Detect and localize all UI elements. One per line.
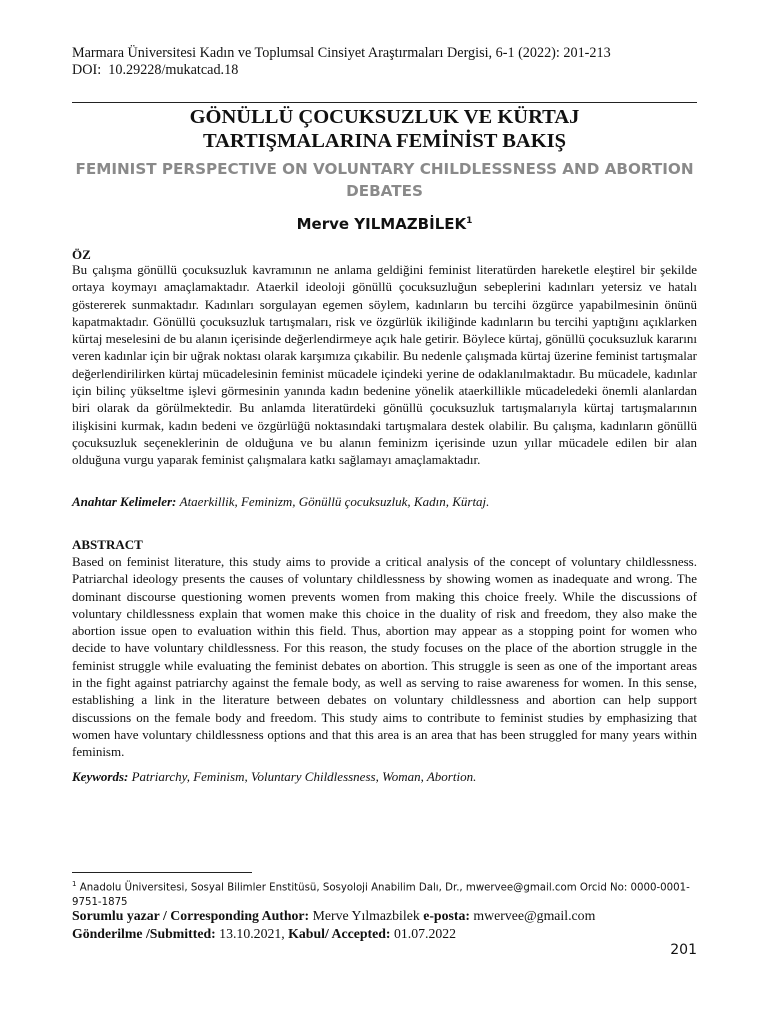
page-number: 201	[670, 942, 697, 958]
abstract-keywords	[72, 768, 697, 785]
abstract-keywords-label: Keywords:	[72, 769, 129, 784]
doi-value[interactable]: 10.29228/mukatcad.18	[108, 62, 239, 78]
footnote	[72, 877, 702, 910]
corresponding-author-line	[72, 907, 702, 925]
oz-keywords-value: Ataerkillik, Feminizm, Gönüllü çocuksuzluk, Kadın, Kürtaj.	[179, 494, 490, 509]
oz-heading: ÖZ	[72, 247, 91, 262]
author-footnote-mark[interactable]: 1	[466, 216, 473, 226]
footnote-rule	[72, 872, 252, 873]
corresponding-author-name: Merve Yılmazbilek	[312, 908, 420, 923]
abstract-text: Based on feminist literature, this study aims to provide a critical analysis of the concept of voluntary childlessness. Patriarchal ideology presents the causes of voluntary childlessness by showing women as inadequate and wrong. The dominant discourse questioning women prevents women from making this choice freely. While the discussions of voluntary childlessness explain that women make this choice in the duality of risk and freedom, they also make the abortion issue open to evaluation within this field. Thus, abortion may appear as a stopping point for women who decide to have voluntary childlessness. For this reason, the study focuses on the place of the abortion struggle in the feminist struggle while evaluating the feminist debates on abortion. This struggle is seen as one of the important areas in the fight against patriarchy against the female body, as well as serving to raise awareness for women. In this sense, establishing a link in the literature between debates on voluntary childlessness and abortion can help support discussions on the female body and freedom. This study aims to contribute to feminist studies by emphasizing that women have voluntary childlessness options and that this area is an area that has been struggled for many years within feminism.	[72, 554, 697, 760]
abstract-heading: ABSTRACT	[72, 537, 143, 552]
oz-keywords	[72, 493, 697, 510]
footnote-text: Anadolu Üniversitesi, Sosyal Bilimler Enstitüsü, Sosyoloji Anabilim Dalı, Dr., mwervee@gmail.com Orcid No: 0000-0001-9751-1875	[72, 882, 690, 909]
doi-label: DOI:	[72, 62, 102, 78]
article-subtitle: FEMINIST PERSPECTIVE ON VOLUNTARY CHILDLESSNESS AND ABORTION DEBATES	[75, 160, 694, 200]
email-value[interactable]: mwervee@gmail.com	[473, 908, 596, 923]
header-rule	[72, 102, 697, 103]
dates-line	[72, 925, 702, 943]
title-line-1: GÖNÜLLÜ ÇOCUKSUZLUK VE KÜRTAJ	[189, 106, 580, 128]
author-name: Merve YILMAZBİLEK	[296, 215, 467, 233]
title-line-2: TARTIŞMALARINA FEMİNİST BAKIŞ	[202, 130, 567, 152]
correspondence-block	[72, 907, 702, 943]
footnote-mark: 1	[72, 880, 77, 888]
doi-line	[72, 62, 712, 79]
oz-text: Bu çalışma gönüllü çocuksuzluk kavramının ne anlama geldiğini feminist literatürden hareketle eleştirel bir şekilde ortaya koymayı amaçlamaktadır. Ataerkil ideoloji gönüllü çocuksuzluğun sebeplerini kadınları yetersiz ve hatalı göstererek sunmaktadır. Kadınları sorgulayan egemen söylem, kadınların bu tercihi özgürce yapabilmesinin önünü kapatmaktadır. Gönüllü çocuksuzluk tartışmaları, risk ve özgürlük ikiliğinde kadınların bu tercihi yaptığını açıklarken kürtaj meselesini de bu alanın içerisinde değerlendirmeye açık hale getirir. Böylece kürtaj, gönüllü çocuksuzluk kararını veren kadınlar için bir uğrak noktası olarak karşımıza çıkabilir. Bu nedenle çalışmada kürtaj üzerine feminist tartışmalar değerlendirilirken kürtaj mücadelesinin feminist mücadele içindeki yerine de odaklanılmaktadır. Bu mücadele, kadınlar için bilinç yükseltme işlevi görmesinin yanında kadın bedenine yönelik ataerkillikle mücadeledeki önemli alanlardan biri olarak da görülmektedir. Bu anlamda literatürdeki gönüllü çocuksuzluk tartışmalarıyla kürtaj tartışmalarının ilişkisini kurmak, kadın bedeni ve özgürlüğü noktasındaki tartışmalara destek olabilir. Bu çalışma, kadınların gönüllü çocuksuzluk seçeneklerinin de olduğuna ve bu alanın feminizm içerisinde uzun yıllar mücadele edilen bir alan olduğuna vurgu yaparak feminist çalışmalara katkı sağlamayı amaçlamaktadır.	[72, 262, 697, 468]
article-title	[72, 105, 697, 153]
abstract-keywords-value: Patriarchy, Feminism, Voluntary Childlessness, Woman, Abortion.	[131, 769, 477, 784]
corresponding-author-label: Sorumlu yazar / Corresponding Author:	[72, 908, 310, 923]
email-label: e-posta:	[423, 908, 470, 923]
oz-keywords-label: Anahtar Kelimeler:	[72, 494, 177, 509]
accepted-date: 01.07.2022	[393, 926, 457, 941]
submitted-date: 13.10.2021,	[219, 926, 285, 941]
journal-citation: Marmara Üniversitesi Kadın ve Toplumsal Cinsiyet Araştırmaları Dergisi, 6-1 (2022): 201-213	[72, 45, 611, 61]
accepted-label: Kabul/ Accepted:	[288, 926, 391, 941]
author-line	[72, 215, 697, 233]
journal-header	[72, 45, 712, 79]
submitted-label: Gönderilme /Submitted:	[72, 926, 216, 941]
